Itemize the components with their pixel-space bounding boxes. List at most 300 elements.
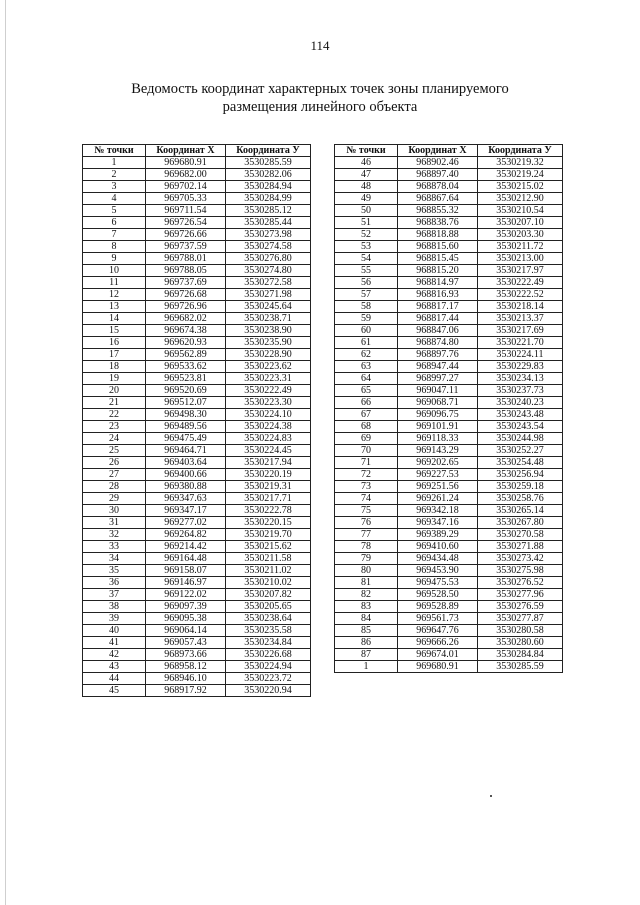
coordinate-x-cell: 969523.81 [146,373,226,385]
coordinate-y-cell: 3530280.60 [478,637,563,649]
point-number-cell: 49 [335,193,398,205]
point-number-cell: 19 [83,373,146,385]
table-row [83,181,311,193]
table-row [83,493,311,505]
point-number-cell: 63 [335,361,398,373]
coordinate-y-cell: 3530267.80 [478,517,563,529]
coordinate-x-cell: 968973.66 [146,649,226,661]
point-number-cell: 74 [335,493,398,505]
point-number-cell: 82 [335,589,398,601]
coordinate-x-cell: 969528.89 [398,601,478,613]
table-row [335,589,563,601]
point-number-cell: 1 [335,661,398,673]
point-number-cell: 43 [83,661,146,673]
coordinate-x-cell: 969251.56 [398,481,478,493]
point-number-cell: 78 [335,541,398,553]
table-row [335,409,563,421]
coordinate-x-cell: 968814.97 [398,277,478,289]
table-row [335,181,563,193]
table-row [335,541,563,553]
coordinate-x-cell: 969264.82 [146,529,226,541]
point-number-cell: 26 [83,457,146,469]
point-number-cell: 84 [335,613,398,625]
point-number-cell: 69 [335,433,398,445]
point-number-cell: 8 [83,241,146,253]
coordinate-x-cell: 969737.59 [146,241,226,253]
coordinate-x-cell: 969620.93 [146,337,226,349]
coordinate-x-cell: 969475.53 [398,577,478,589]
title-line-2: размещения линейного объекта [222,99,418,115]
coordinate-y-cell: 3530210.54 [478,205,563,217]
coordinate-x-cell: 969164.48 [146,553,226,565]
coordinate-y-cell: 3530284.99 [226,193,311,205]
coordinate-y-cell: 3530258.76 [478,493,563,505]
point-number-cell: 28 [83,481,146,493]
coordinate-x-cell: 969158.07 [146,565,226,577]
coordinate-x-cell: 969277.02 [146,517,226,529]
table-row [83,457,311,469]
point-number-cell: 55 [335,265,398,277]
coordinate-y-cell: 3530226.68 [226,649,311,661]
table-row [83,601,311,613]
coordinate-y-cell: 3530274.80 [226,265,311,277]
coordinate-x-cell: 968897.40 [398,169,478,181]
coordinate-y-cell: 3530207.82 [226,589,311,601]
table-row [83,217,311,229]
point-number-cell: 15 [83,325,146,337]
table-row [335,505,563,517]
table-row [83,625,311,637]
point-number-cell: 11 [83,277,146,289]
coordinate-y-cell: 3530245.64 [226,301,311,313]
point-number-cell: 58 [335,301,398,313]
coordinate-y-cell: 3530276.80 [226,253,311,265]
table-row [83,553,311,565]
point-number-cell: 51 [335,217,398,229]
coordinate-y-cell: 3530210.02 [226,577,311,589]
table-row [83,565,311,577]
coordinate-x-cell: 968897.76 [398,349,478,361]
coordinate-y-cell: 3530224.11 [478,349,563,361]
coordinate-x-cell: 968917.92 [146,685,226,697]
coordinate-x-cell: 969410.60 [398,541,478,553]
point-number-cell: 39 [83,613,146,625]
point-number-cell: 81 [335,577,398,589]
table-row [335,241,563,253]
header-coordinate-y: Координата У [226,145,311,157]
point-number-cell: 77 [335,529,398,541]
document-title [80,80,560,116]
point-number-cell: 68 [335,421,398,433]
table-row [83,421,311,433]
header-coordinate-y: Координата У [478,145,563,157]
table-row [83,397,311,409]
coordinate-y-cell: 3530219.31 [226,481,311,493]
point-number-cell: 75 [335,505,398,517]
coordinate-y-cell: 3530219.32 [478,157,563,169]
coordinate-y-cell: 3530219.24 [478,169,563,181]
table-row [83,205,311,217]
coordinate-y-cell: 3530205.65 [226,601,311,613]
coordinate-x-cell: 968958.12 [146,661,226,673]
table-row [83,469,311,481]
table-row [83,325,311,337]
table-row [83,337,311,349]
coordinate-y-cell: 3530220.15 [226,517,311,529]
coordinate-x-cell: 969533.62 [146,361,226,373]
point-number-cell: 20 [83,385,146,397]
coordinate-y-cell: 3530244.98 [478,433,563,445]
coordinate-x-cell: 969453.90 [398,565,478,577]
coordinate-x-cell: 968815.45 [398,253,478,265]
coordinate-y-cell: 3530238.90 [226,325,311,337]
coordinate-y-cell: 3530223.30 [226,397,311,409]
coordinate-x-cell: 968902.46 [398,157,478,169]
coordinate-y-cell: 3530212.90 [478,193,563,205]
coordinate-x-cell: 968847.06 [398,325,478,337]
table-row [335,385,563,397]
coordinate-y-cell: 3530238.71 [226,313,311,325]
table-row [335,493,563,505]
coordinate-y-cell: 3530224.38 [226,421,311,433]
coordinate-y-cell: 3530234.13 [478,373,563,385]
point-number-cell: 7 [83,229,146,241]
table-row [335,157,563,169]
point-number-cell: 29 [83,493,146,505]
table-row [83,505,311,517]
coordinate-y-cell: 3530276.59 [478,601,563,613]
table-row [83,433,311,445]
coordinate-x-cell: 969680.91 [398,661,478,673]
table-row [335,445,563,457]
coordinate-y-cell: 3530224.83 [226,433,311,445]
coordinate-x-cell: 969562.89 [146,349,226,361]
coordinate-x-cell: 969666.26 [398,637,478,649]
table-row [335,433,563,445]
point-number-cell: 18 [83,361,146,373]
table-header-row [335,145,563,157]
coordinate-y-cell: 3530223.72 [226,673,311,685]
coordinate-x-cell: 969122.02 [146,589,226,601]
point-number-cell: 3 [83,181,146,193]
coordinate-y-cell: 3530272.58 [226,277,311,289]
coordinate-x-cell: 968855.32 [398,205,478,217]
coordinate-y-cell: 3530256.94 [478,469,563,481]
coordinate-x-cell: 969682.00 [146,169,226,181]
coordinate-y-cell: 3530217.94 [226,457,311,469]
coordinate-x-cell: 969143.29 [398,445,478,457]
table-row [335,313,563,325]
coordinate-y-cell: 3530213.37 [478,313,563,325]
point-number-cell: 50 [335,205,398,217]
coordinate-y-cell: 3530238.64 [226,613,311,625]
coordinate-y-cell: 3530285.59 [478,661,563,673]
coordinate-x-cell: 969498.30 [146,409,226,421]
coordinate-x-cell: 969101.91 [398,421,478,433]
coordinate-y-cell: 3530224.10 [226,409,311,421]
table-row [335,661,563,673]
point-number-cell: 52 [335,229,398,241]
point-number-cell: 32 [83,529,146,541]
table-row [335,205,563,217]
coordinate-x-cell: 969214.42 [146,541,226,553]
coordinate-y-cell: 3530219.70 [226,529,311,541]
coordinate-x-cell: 969682.02 [146,313,226,325]
coordinate-x-cell: 969726.66 [146,229,226,241]
coordinate-y-cell: 3530222.52 [478,289,563,301]
table-row [335,169,563,181]
point-number-cell: 61 [335,337,398,349]
coordinate-y-cell: 3530207.10 [478,217,563,229]
table-row [83,409,311,421]
coordinate-y-cell: 3530254.48 [478,457,563,469]
table-row [83,637,311,649]
coordinate-y-cell: 3530217.71 [226,493,311,505]
table-row [83,169,311,181]
coordinate-x-cell: 969202.65 [398,457,478,469]
coordinate-y-cell: 3530275.98 [478,565,563,577]
coordinate-y-cell: 3530223.31 [226,373,311,385]
coordinate-y-cell: 3530284.94 [226,181,311,193]
point-number-cell: 33 [83,541,146,553]
coordinate-x-cell: 969680.91 [146,157,226,169]
point-number-cell: 57 [335,289,398,301]
table-row [335,613,563,625]
table-row [83,517,311,529]
table-row [335,529,563,541]
coordinates-table-left [82,144,311,697]
coordinate-y-cell: 3530270.58 [478,529,563,541]
coordinate-x-cell: 968815.60 [398,241,478,253]
header-point-number: № точки [335,145,398,157]
coordinate-y-cell: 3530285.44 [226,217,311,229]
table-row [335,469,563,481]
point-number-cell: 86 [335,637,398,649]
table-row [83,589,311,601]
point-number-cell: 56 [335,277,398,289]
coordinate-x-cell: 969403.64 [146,457,226,469]
coordinate-x-cell: 969528.50 [398,589,478,601]
table-row [335,553,563,565]
point-number-cell: 5 [83,205,146,217]
table-row [335,217,563,229]
table-row [335,421,563,433]
coordinate-y-cell: 3530276.52 [478,577,563,589]
coordinate-x-cell: 968817.17 [398,301,478,313]
coordinate-x-cell: 969057.43 [146,637,226,649]
table-row [83,529,311,541]
point-number-cell: 38 [83,601,146,613]
point-number-cell: 22 [83,409,146,421]
table-row [83,613,311,625]
table-row [83,241,311,253]
coordinate-y-cell: 3530282.06 [226,169,311,181]
coordinate-y-cell: 3530271.98 [226,289,311,301]
point-number-cell: 1 [83,157,146,169]
point-number-cell: 73 [335,481,398,493]
table-row [83,673,311,685]
coordinate-x-cell: 969342.18 [398,505,478,517]
coordinate-x-cell: 969512.07 [146,397,226,409]
coordinate-x-cell: 968874.80 [398,337,478,349]
point-number-cell: 42 [83,649,146,661]
scan-speck [490,795,492,797]
coordinate-x-cell: 969788.05 [146,265,226,277]
coordinate-y-cell: 3530271.88 [478,541,563,553]
point-number-cell: 66 [335,397,398,409]
table-row [335,325,563,337]
coordinate-x-cell: 969726.96 [146,301,226,313]
coordinate-y-cell: 3530217.97 [478,265,563,277]
coordinate-y-cell: 3530273.42 [478,553,563,565]
table-row [335,601,563,613]
coordinate-x-cell: 969227.53 [398,469,478,481]
point-number-cell: 36 [83,577,146,589]
point-number-cell: 65 [335,385,398,397]
coordinate-x-cell: 969464.71 [146,445,226,457]
point-number-cell: 76 [335,517,398,529]
point-number-cell: 24 [83,433,146,445]
coordinate-y-cell: 3530211.02 [226,565,311,577]
coordinate-y-cell: 3530222.49 [478,277,563,289]
coordinate-y-cell: 3530285.12 [226,205,311,217]
coordinate-y-cell: 3530237.73 [478,385,563,397]
table-row [83,157,311,169]
coordinate-y-cell: 3530259.18 [478,481,563,493]
coordinate-y-cell: 3530215.62 [226,541,311,553]
coordinate-x-cell: 968947.44 [398,361,478,373]
table-row [83,445,311,457]
table-row [335,565,563,577]
coordinate-x-cell: 969489.56 [146,421,226,433]
point-number-cell: 48 [335,181,398,193]
coordinate-x-cell: 969726.68 [146,289,226,301]
coordinates-table-right [334,144,563,673]
point-number-cell: 45 [83,685,146,697]
coordinate-x-cell: 968946.10 [146,673,226,685]
coordinate-y-cell: 3530220.19 [226,469,311,481]
coordinate-x-cell: 969674.01 [398,649,478,661]
point-number-cell: 25 [83,445,146,457]
point-number-cell: 64 [335,373,398,385]
point-number-cell: 87 [335,649,398,661]
point-number-cell: 53 [335,241,398,253]
coordinate-y-cell: 3530213.00 [478,253,563,265]
point-number-cell: 79 [335,553,398,565]
coordinate-y-cell: 3530243.48 [478,409,563,421]
coordinate-x-cell: 969347.17 [146,505,226,517]
table-header-row [83,145,311,157]
coordinate-x-cell: 969705.33 [146,193,226,205]
coordinate-x-cell: 969380.88 [146,481,226,493]
table-row [83,193,311,205]
coordinate-x-cell: 969146.97 [146,577,226,589]
point-number-cell: 67 [335,409,398,421]
table-row [335,577,563,589]
scan-edge-line [5,0,6,905]
coordinate-x-cell: 968878.04 [398,181,478,193]
coordinate-y-cell: 3530220.94 [226,685,311,697]
coordinate-y-cell: 3530217.69 [478,325,563,337]
coordinate-y-cell: 3530224.94 [226,661,311,673]
coordinate-x-cell: 969347.63 [146,493,226,505]
coordinate-y-cell: 3530284.84 [478,649,563,661]
coordinate-x-cell: 969347.16 [398,517,478,529]
coordinate-y-cell: 3530222.49 [226,385,311,397]
coordinate-x-cell: 969647.76 [398,625,478,637]
coordinate-x-cell: 969711.54 [146,205,226,217]
table-row [335,361,563,373]
coordinate-x-cell: 969261.24 [398,493,478,505]
point-number-cell: 44 [83,673,146,685]
table-row [335,349,563,361]
point-number-cell: 30 [83,505,146,517]
point-number-cell: 70 [335,445,398,457]
point-number-cell: 59 [335,313,398,325]
coordinate-x-cell: 968838.76 [398,217,478,229]
table-row [335,289,563,301]
coordinate-x-cell: 968815.20 [398,265,478,277]
table-row [83,229,311,241]
point-number-cell: 35 [83,565,146,577]
coordinate-y-cell: 3530203.30 [478,229,563,241]
coordinate-y-cell: 3530277.96 [478,589,563,601]
point-number-cell: 13 [83,301,146,313]
coordinate-x-cell: 968817.44 [398,313,478,325]
coordinate-x-cell: 969702.14 [146,181,226,193]
coordinate-y-cell: 3530285.59 [226,157,311,169]
table-row [335,253,563,265]
point-number-cell: 72 [335,469,398,481]
point-number-cell: 2 [83,169,146,181]
table-row [335,277,563,289]
coordinate-y-cell: 3530224.45 [226,445,311,457]
coordinate-y-cell: 3530243.54 [478,421,563,433]
coordinate-x-cell: 969096.75 [398,409,478,421]
coordinate-y-cell: 3530211.58 [226,553,311,565]
coordinate-y-cell: 3530215.02 [478,181,563,193]
coordinate-y-cell: 3530235.90 [226,337,311,349]
coordinate-x-cell: 969788.01 [146,253,226,265]
table-row [83,265,311,277]
point-number-cell: 80 [335,565,398,577]
table-row [335,637,563,649]
coordinate-x-cell: 969118.33 [398,433,478,445]
coordinate-y-cell: 3530222.78 [226,505,311,517]
table-row [83,373,311,385]
coordinate-y-cell: 3530211.72 [478,241,563,253]
point-number-cell: 31 [83,517,146,529]
header-coordinate-x: Координат Х [398,145,478,157]
point-number-cell: 41 [83,637,146,649]
coordinate-x-cell: 969520.69 [146,385,226,397]
coordinate-y-cell: 3530273.98 [226,229,311,241]
table-row [335,397,563,409]
table-row [83,577,311,589]
coordinate-x-cell: 969400.66 [146,469,226,481]
point-number-cell: 6 [83,217,146,229]
coordinate-x-cell: 969097.39 [146,601,226,613]
coordinate-y-cell: 3530265.14 [478,505,563,517]
table-row [83,685,311,697]
point-number-cell: 60 [335,325,398,337]
coordinate-y-cell: 3530252.27 [478,445,563,457]
table-row [335,517,563,529]
table-row [83,661,311,673]
header-point-number: № точки [83,145,146,157]
coordinate-y-cell: 3530235.58 [226,625,311,637]
point-number-cell: 17 [83,349,146,361]
